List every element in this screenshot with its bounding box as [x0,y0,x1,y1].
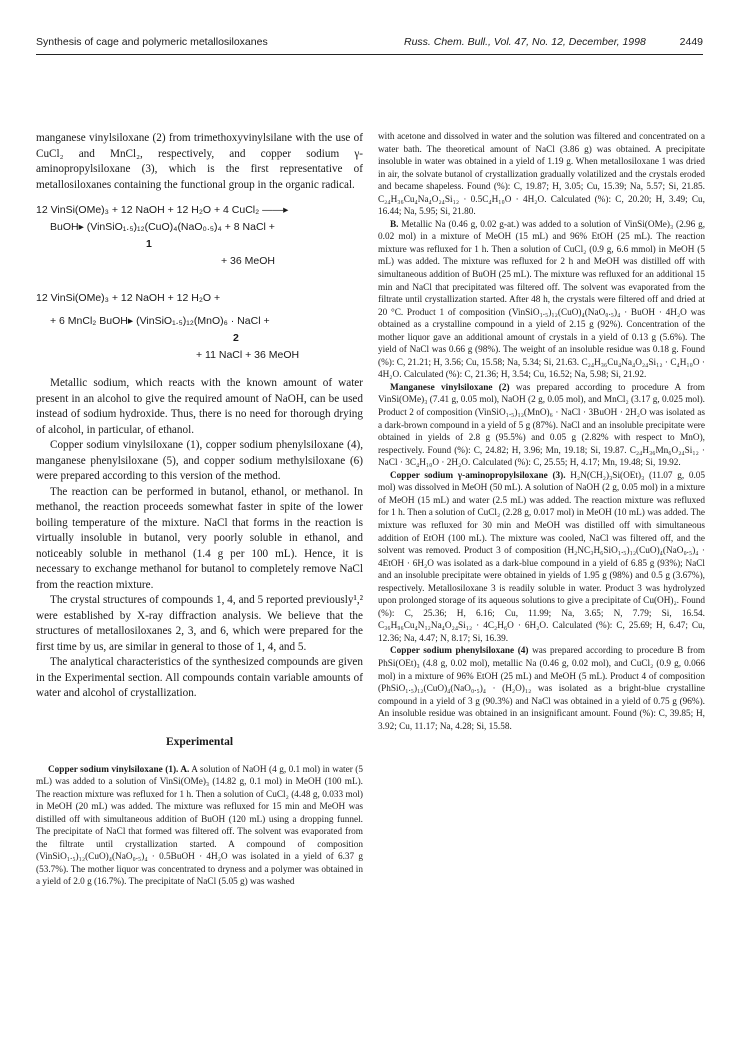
heading-copper-sodium-vinylsiloxane: Copper sodium vinylsiloxane (1). A. [48,764,190,775]
heading-manganese-vinylsiloxane: Manganese vinylsiloxane (2) [390,382,510,393]
equation-1 [36,202,363,270]
intro-paragraph: manganese vinylsiloxane (2) from trimethoxyvinylsilane with the use of CuCl₂ and MnCl₂, respectively, and copper sodium γ-aminopropylsiloxane (3), which is the first representative of metallosiloxanes containing the functional group in the organic radical. [36,132,363,191]
equation-2 [36,290,363,364]
manganese-vinylsiloxane-text: was prepared according to procedure A from VinSi(OMe)₃ (7.41 g, 0.05 mol), NaOH (2 g, 0.05 mol), and MnCl₂ (3.17 g, 0.025 mol). Product 2 of composition (VinSiO₁.₅)₁₂(MnO)₆ · NaCl · 3BuOH · 2H₂O was isolated as a dark-brown compound in a yield of 5 g (87%). NaCl and an insoluble precipitate were obtained in yields of 2.8 g (95.5%) and 0.05 g (2.82% with respect to MnO), respectively. Found (%): C, 24.82; H, 3.96; Mn, 19.18; Si, 19.87. C₂₄H₃₆Mn₆O₂₄Si₁₂ · NaCl · 3C₄H₁₀O · 2H₂O. Calculated (%): C, 25.55; H, 4.17; Mn, 19.48; Si, 19.92. [378,382,705,469]
paragraph-crystal-structures: The crystal structures of compounds 1, 4, and 5 reported previously¹,² were established by X-ray diffraction analysis. We believe that the structures of metallosiloxanes 2, 3, and 6, which were prepared for the first time by us, are similar in general to those of 1, 4, and 5. [36,594,363,653]
header-title: Synthesis of cage and polymeric metallosiloxanes [36,36,268,48]
heading-copper-sodium-aminopropylsiloxane: Copper sodium γ-aminopropylsiloxane (3). [390,470,566,481]
experimental-procedure-a: A solution of NaOH (4 g, 0.1 mol) in water (5 mL) was added to a solution of VinSi(OMe)₃ (14.82 g, 0.1 mol) in MeOH (100 mL). The reaction mixture was refluxed for 1 h. Then a solution of CuCl₂ (4.48 g, 0.033 mol) in MeOH (20 mL) was added. The mixture was refluxed for 15 min and MeOH was distilled off with simultaneous addition of BuOH (120 mL) using a dropping funnel. The precipitate of NaCl that formed was filtered off. The solvent was evaporated from the filtrate until crystallization started. A compound of composition (VinSiO₁.₅)₁₂(CuO)₄(NaO₀.₅)₄ · 0.5BuOH · 4H₂O was isolated in a yield of 6.37 g (53.7%). The mother liquor was concentrated to dryness and a polymer was obtained in a yield of 2.0 g (16.7%). The precipitate of NaCl (5.05 g) was washed [36,764,363,888]
aminopropylsiloxane-text: H₂N(CH₂)₃Si(OEt)₃ (11.07 g, 0.05 mol) was dissolved in MeOH (50 mL). A solution of NaOH (2 g, 0.05 mol) in a mixture of MeOH (15 mL) and water (2.5 mL) was added. The reaction mixture was refluxed for 1 h. Then a solution of CuCl₂ (2.28 g, 0.017 mol) in MeOH (10 mL) was added. The mixture was refluxed for 30 min and MeOH was distilled off with simultaneous addition of EtOH (100 mL). The mixture was cooled, NaCl was filtered off, and the solvent was removed. Product 3 of composition (H₂NC₃H₆SiO₁.₅)₁₂(CuO)₄(NaO₀.₅)₄ · 4EtOH · 6H₂O was isolated as a dark-blue compound in a yield of 6.85 g (93%); NaCl and an insoluble precipitate were obtained in yields of 1.95 g (98%) and 0.5 g (3.67%), respectively. Metallosiloxane 3 is readily soluble in water. Product 3 was hydrolyzed upon prolonged storage of its aqueous solutions to give a precipitate of Cu(OH)₂. Found (%): C, 25.36; H, 6.16; Cu, 11.99; Na, 3.65; N, 7.79; Si, 16.54. C₃₆H₉₆Cu₄N₁₂Na₄O₂₄Si₁₂ · 4C₂H₆O · 6H₂O. Calculated (%): C, 25.69; H, 6.47; Cu, 12.36; Na, 4.47; N, 8.17; Si, 16.39. [378,470,705,644]
right-column [378,131,705,733]
equation-1-line-2: BuOH▸ (VinSiO₁.₅)₁₂(CuO)₄(NaO₀.₅)₄ + 8 NaCl + [50,221,275,233]
equation-1-line-1: 12 VinSi(OMe)₃ + 12 NaOH + 12 H₂O + 4 CuCl₂ ——▸ [36,204,289,216]
equation-2-compound-number: 2 [233,332,239,344]
paragraph-analytical: The analytical characteristics of the synthesized compounds are given in the Experimental section. All compounds contain variable amounts of water and alcohol of crystallization. [36,656,363,699]
equation-2-line-1: 12 VinSi(OMe)₃ + 12 NaOH + 12 H₂O + [36,292,221,304]
heading-procedure-b: B. [390,219,399,230]
equation-2-line-3: + 11 NaCl + 36 MeOH [196,349,300,361]
paragraph-continued: with acetone and dissolved in water and the solution was filtered and concentrated on a water bath. The theoretical amount of NaCl (3.86 g) was obtained. A precipitate insoluble in water was obtained in a yield of 1.19 g. When metallosiloxane 1 was dried in air, the solvate butanol of crystallization gradually volatilized and the crystals eroded and became shapeless. Found (%): C, 19.87; H, 3.05; Cu, 15.39; Na, 5.57; Si, 21.85. C₂₄H₃₆Cu₄Na₄O₂₄Si₁₂ · 0.5C₄H₁₀O · 4H₂O. Calculated (%): C, 20.20; H, 3.49; Cu, 16.44; Na, 5.95; Si, 21.80. [378,132,705,218]
left-column [36,131,363,889]
equation-2-line-2: + 6 MnCl₂ BuOH▸ (VinSiO₁.₅)₁₂(MnO)₆ · NaCl + [50,315,270,327]
header-journal: Russ. Chem. Bull., Vol. 47, No. 12, December, 1998 [404,36,646,48]
paragraph-solvents: The reaction can be performed in butanol, ethanol, or methanol. In methanol, the reaction proceeds somewhat faster in spite of the lower boiling temperature of the mixture. NaCl that forms in the reaction is virtually insoluble in butanol, very poorly soluble in ethanol, and noticeably soluble in methanol (1.4 g per 100 mL). Hence, it is necessary to exchange methanol for butanol to completely remove NaCl from the reaction mixture. [36,485,363,591]
equation-1-compound-number: 1 [146,238,152,250]
procedure-b-text: Metallic Na (0.46 g, 0.02 g-at.) was added to a solution of VinSi(OMe)₃ (2.96 g, 0.02 mol) in a mixture of MeOH (15 mL) and 96% EtOH (25 mL). The reaction mixture was refluxed for 1 h. Then a solution of CuCl₂ (0.9 g, 6.6 mmol) in MeOH (5 mL) was added. The mixture was refluxed for 2 h and MeOH was distilled off with simultaneous addition of BuOH (25 mL). The mixture was refluxed for an additional 15 min and NaCl that precipitated was filtered off. The solvent was evaporated from the filtrate until crystallization started. After 48 h, the crystals were filtered off and dried at 20 °C. Product 1 of composition (VinSiO₁.₅)₁₂(CuO)₄(NaO₀.₅)₄ · BuOH · 4H₂O was obtained as a crystalline compound in a yield of 2.15 g (92%). Concentration of the mother liquor gave an additional amount of crystals in a yield of 0.13 g (5.6%). The yield of NaCl was 0.66 g (98%). The weight of an insoluble residue was 0.18 g. Found (%): C, 21.21; H, 3.56; Cu, 15.58; Na, 5.34; Si, 21.63. C₂₄H₃₆Cu₄Na₄O₂₄Si₁₂ · C₄H₁₀O · 4H₂O. Calculated (%): C, 21.36; H, 3.54; Cu, 16.52; Na, 5.98; Si, 21.92. [378,219,705,381]
running-header [36,34,703,55]
equation-1-line-3: + 36 MeOH [221,255,275,267]
paragraph-metallic-sodium: Metallic sodium, which reacts with the known amount of water present in an alcohol to give the required amount of NaOH, can be used instead of sodium hydroxide. Thus, there is no need for thorough drying of alcohol, in particular, of ethanol. [36,377,363,436]
phenylsiloxane-text: was prepared according to procedure B from PhSi(OEt)₃ (4.8 g, 0.02 mol), metallic Na (0.46 g, 0.02 mol), and CuCl₂ (0.9 g, 0.066 mol) in a mixture of 96% EtOH (25 mL) and MeOH (5 mL). Product 4 of composition (PhSiO₁.₅)₁₂(CuO)₄(NaO₀.₅)₄ · (H₂O)₁₂ was isolated as a bright-blue crystalline compound in a yield of 3 g (90.3%) and NaCl was obtained in a yield of 0.75 g (96%). An insoluble residue was obtained in an insignificant amount. Found (%): C, 39.85; H, 3.92; Cu, 11.17; Na, 4.28; Si, 15.58. [378,646,705,732]
section-heading-experimental: Experimental [165,735,234,748]
heading-copper-sodium-phenylsiloxane: Copper sodium phenylsiloxane (4) [390,646,529,657]
header-page-number: 2449 [679,36,703,48]
paragraph-compounds-prepared: Copper sodium vinylsiloxane (1), copper sodium phenylsiloxane (4), manganese phenylsiloxane (5), and copper sodium methylsiloxane (6) were prepared according to this version of the method. [36,439,363,482]
